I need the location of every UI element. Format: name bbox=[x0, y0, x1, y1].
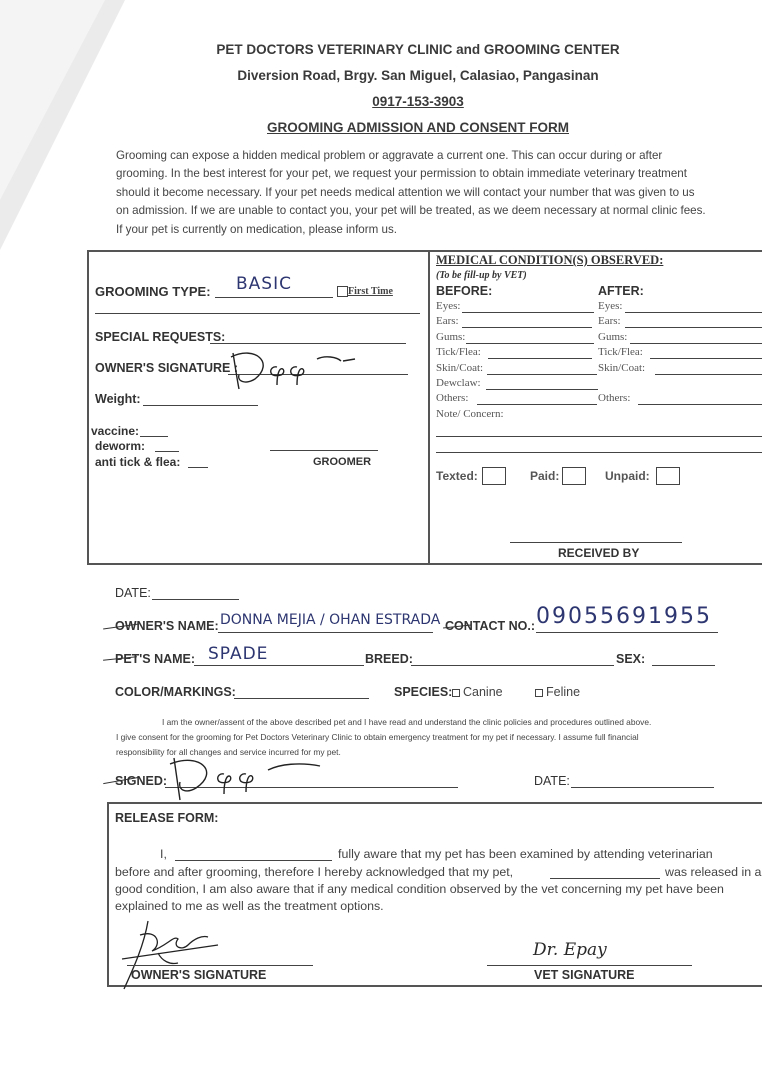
medical-subtitle: (To be fill-up by VET) bbox=[436, 270, 527, 281]
clinic-address: Diversion Road, Brgy. San Miguel, Calasiao, Pangasinan bbox=[237, 68, 599, 83]
medical-field-label: Ears: bbox=[436, 315, 459, 328]
release-line1: fully aware that my pet has been examined by attending veterinarian bbox=[338, 847, 713, 861]
medical-field-label: Eyes: bbox=[598, 300, 623, 312]
after-label: AFTER: bbox=[598, 284, 644, 298]
first-time-checkbox[interactable] bbox=[337, 286, 348, 297]
grooming-type-value[interactable]: BASIC bbox=[236, 274, 292, 294]
release-title: RELEASE FORM: bbox=[115, 811, 219, 825]
consent-line: I give consent for the grooming for Pet Doctors Veterinary Clinic to obtain emergency treatment for my pet if necessary. I assume full financial bbox=[116, 732, 639, 742]
medical-field-label: Tick/Flea: bbox=[436, 346, 481, 359]
vaccine-label: vaccine: bbox=[91, 424, 140, 438]
intro-line: grooming. In the best interest for your pet, we request your permission to obtain immediate veterinary treatment bbox=[116, 167, 687, 181]
color-field[interactable] bbox=[234, 698, 369, 699]
intro-line: Grooming can expose a hidden medical problem or aggravate a current one. This can occur during or after bbox=[116, 149, 663, 162]
medical-field-line[interactable] bbox=[486, 389, 598, 390]
clinic-name: PET DOCTORS VETERINARY CLINIC and GROOMING CENTER bbox=[216, 42, 620, 57]
pet-name-value[interactable]: SPADE bbox=[208, 644, 269, 664]
medical-field-line[interactable] bbox=[625, 327, 762, 328]
medical-field-line[interactable] bbox=[466, 343, 594, 344]
form-title: GROOMING ADMISSION AND CONSENT FORM bbox=[267, 120, 569, 135]
medical-field-label: Eyes: bbox=[436, 300, 461, 312]
first-time-label: First Time bbox=[348, 286, 393, 297]
deworm-field[interactable] bbox=[155, 451, 179, 452]
intro-line: on admission. If we are unable to contact you, your pet will be treated, as we deem necessary at normal clinic fees. bbox=[116, 204, 706, 218]
before-label: BEFORE: bbox=[436, 284, 493, 298]
clinic-phone: 0917-153-3903 bbox=[372, 94, 464, 109]
note-label: Note/ Concern: bbox=[436, 408, 504, 420]
medical-field-line[interactable] bbox=[650, 358, 762, 359]
release-owner-signature-mark bbox=[118, 915, 228, 995]
note-field-1[interactable] bbox=[436, 436, 762, 437]
contact-field[interactable] bbox=[536, 632, 718, 633]
medical-field-label: Skin/Coat: bbox=[436, 361, 484, 374]
weight-label: Weight: bbox=[95, 392, 141, 406]
consent-date-label: DATE: bbox=[534, 774, 570, 788]
consent-line: responsibility for all changes and service incurred for my pet. bbox=[116, 747, 341, 757]
sex-field[interactable] bbox=[652, 665, 715, 666]
date-label: DATE: bbox=[115, 586, 151, 600]
release-owner-signature-label: OWNER'S SIGNATURE bbox=[131, 968, 267, 982]
medical-field-label: Dewclaw: bbox=[436, 377, 481, 389]
medical-field-line[interactable] bbox=[462, 312, 594, 313]
medical-field-label: Others: bbox=[598, 392, 631, 405]
signed-label: SIGNED: bbox=[115, 774, 168, 788]
grid-divider bbox=[428, 250, 430, 563]
medical-field-line[interactable] bbox=[477, 404, 597, 405]
special-requests-label: SPECIAL REQUESTS: bbox=[95, 330, 226, 344]
vet-signature-label: VET SIGNATURE bbox=[534, 968, 635, 982]
anti-tick-label: anti tick & flea: bbox=[95, 455, 181, 469]
release-owner-name-field[interactable] bbox=[175, 860, 332, 861]
texted-label: Texted: bbox=[436, 469, 478, 483]
feline-checkbox[interactable] bbox=[535, 689, 543, 697]
owner-name-label: OWNER'S NAME: bbox=[115, 619, 219, 633]
intro-paragraph bbox=[116, 147, 736, 239]
groomer-field[interactable] bbox=[270, 450, 378, 451]
medical-title: MEDICAL CONDITION(S) OBSERVED: bbox=[436, 253, 664, 267]
breed-label: BREED: bbox=[365, 652, 413, 666]
medical-field-label: Ears: bbox=[598, 315, 621, 328]
release-i: I, bbox=[160, 847, 167, 861]
contact-value[interactable]: 09055691955 bbox=[536, 604, 712, 629]
medical-field-label: Tick/Flea: bbox=[598, 346, 643, 359]
medical-field-label: Gums: bbox=[598, 330, 628, 343]
texted-checkbox[interactable] bbox=[482, 467, 506, 485]
special-requests-field[interactable] bbox=[210, 343, 406, 344]
medical-field-line[interactable] bbox=[630, 343, 762, 344]
medical-field-label: Skin/Coat: bbox=[598, 361, 646, 374]
grooming-type-label: GROOMING TYPE: bbox=[95, 284, 211, 299]
paid-label: Paid: bbox=[530, 469, 560, 483]
release-line2: before and after grooming, therefore I hereby acknowledged that my pet, bbox=[115, 865, 514, 879]
owner-name-field[interactable] bbox=[218, 632, 433, 633]
medical-field-label: Others: bbox=[436, 392, 469, 405]
feline-label: Feline bbox=[546, 685, 581, 699]
consent-date-field[interactable] bbox=[571, 787, 714, 788]
weight-field[interactable] bbox=[143, 405, 258, 406]
medical-field-line[interactable] bbox=[655, 374, 762, 375]
release-owner-signature-field[interactable] bbox=[127, 965, 313, 966]
unpaid-checkbox[interactable] bbox=[656, 467, 680, 485]
intro-line: If your pet is currently on medication, please inform us. bbox=[116, 222, 397, 236]
sex-label: SEX: bbox=[616, 652, 646, 666]
consent-signature-mark bbox=[160, 752, 340, 802]
unpaid-label: Unpaid: bbox=[605, 469, 650, 483]
release-line3: good condition, I am also aware that if any medical condition observed by the vet concerning my pet have been bbox=[115, 882, 724, 896]
release-line2-end: was released in a bbox=[665, 865, 762, 879]
medical-field-line[interactable] bbox=[488, 358, 592, 359]
owner-signature-label: OWNER'S SIGNATURE : bbox=[95, 361, 239, 375]
breed-field[interactable] bbox=[411, 665, 614, 666]
received-by-label: RECEIVED BY bbox=[558, 546, 640, 560]
intro-line: should it become necessary. If your pet needs medical attention we will contact your number that was given to us bbox=[116, 185, 695, 199]
canine-checkbox[interactable] bbox=[452, 689, 460, 697]
vet-signature-mark: Dr. Epay bbox=[533, 940, 607, 960]
release-line4: explained to me as well as the treatment options. bbox=[115, 899, 384, 913]
groomer-label: GROOMER bbox=[313, 456, 372, 468]
anti-tick-field[interactable] bbox=[188, 467, 208, 468]
medical-field-line[interactable] bbox=[487, 374, 597, 375]
consent-line: I am the owner/assent of the above described pet and I have read and understand the clinic policies and procedures outlined above. bbox=[162, 717, 652, 727]
medical-field-line[interactable] bbox=[638, 404, 762, 405]
owner-name-value[interactable]: DONNA MEJIA / OHAN ESTRADA bbox=[220, 612, 441, 628]
medical-field-line[interactable] bbox=[625, 312, 762, 313]
note-field-2[interactable] bbox=[436, 452, 762, 453]
species-label: SPECIES: bbox=[394, 685, 453, 699]
vaccine-field[interactable] bbox=[140, 436, 168, 437]
canine-label: Canine bbox=[463, 685, 503, 699]
medical-field-label: Gums: bbox=[436, 330, 466, 343]
color-label: COLOR/MARKINGS: bbox=[115, 685, 236, 699]
received-by-field[interactable] bbox=[510, 542, 682, 543]
contact-label: CONTACT NO.: bbox=[445, 619, 536, 633]
paid-checkbox[interactable] bbox=[562, 467, 586, 485]
pet-name-field[interactable] bbox=[194, 665, 364, 666]
pet-name-label: PET'S NAME: bbox=[115, 652, 196, 666]
owner-signature-mark bbox=[225, 345, 365, 395]
deworm-label: deworm: bbox=[95, 439, 146, 453]
date-field[interactable] bbox=[152, 599, 239, 600]
vet-signature-field[interactable] bbox=[487, 965, 692, 966]
release-pet-name-field[interactable] bbox=[550, 878, 660, 879]
medical-field-line[interactable] bbox=[462, 327, 592, 328]
